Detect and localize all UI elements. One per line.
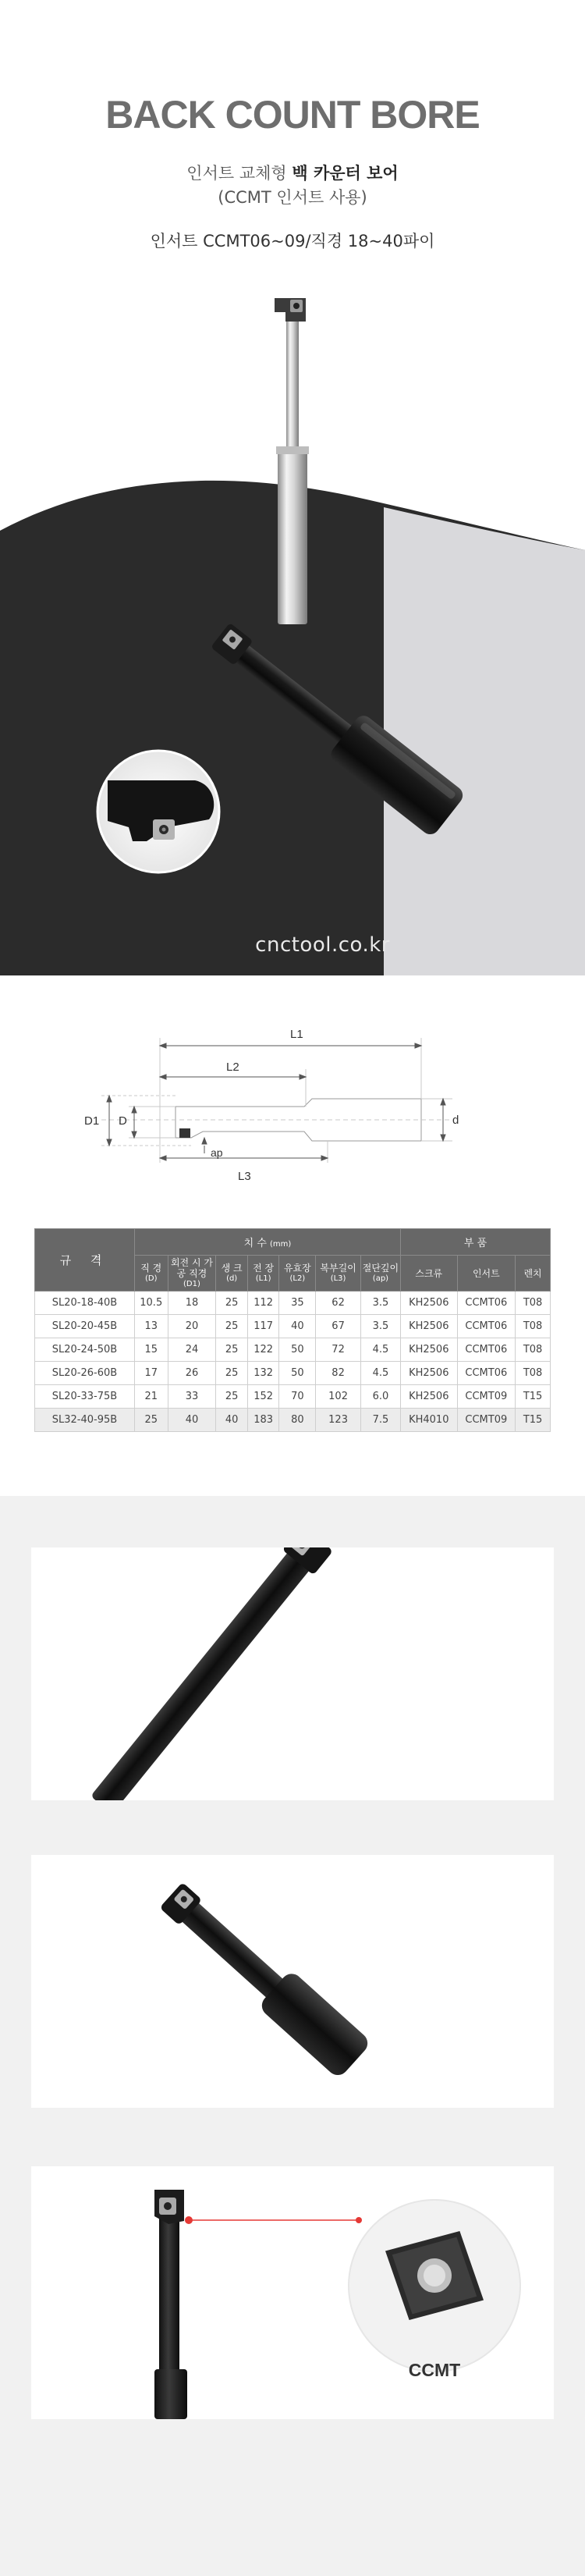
cell-shank: 25 <box>216 1315 248 1338</box>
cell-ap: 3.5 <box>360 1315 400 1338</box>
hero-subtitle-prefix: 인서트 교체형 <box>186 164 287 183</box>
cell-insert: CCMT09 <box>457 1385 516 1409</box>
shank-label: 생 크 <box>221 1262 243 1274</box>
cell-screw: KH2506 <box>401 1338 457 1362</box>
total-length-sym: (L1) <box>255 1274 271 1283</box>
diameter-sym: (D) <box>144 1274 158 1283</box>
col-effective-length <box>279 1256 316 1292</box>
product-photo-section <box>0 1496 585 2576</box>
cell-l1: 122 <box>247 1338 279 1362</box>
label-ap: ap <box>211 1146 223 1159</box>
shank-sym: (d) <box>226 1274 238 1283</box>
hero-artwork <box>0 281 585 975</box>
cell-wrench: T08 <box>516 1292 551 1315</box>
cell-wrench: T08 <box>516 1315 551 1338</box>
cell-ap: 4.5 <box>360 1338 400 1362</box>
col-rot-dia <box>168 1256 216 1292</box>
hero-subtitle-emphasis: 백 카운터 보어 <box>292 164 399 183</box>
cell-wrench: T08 <box>516 1362 551 1385</box>
label-l3: L3 <box>238 1170 251 1183</box>
cell-shank: 25 <box>216 1338 248 1362</box>
cell-l3: 72 <box>316 1338 361 1362</box>
website-url: cnctool.co.kr <box>255 933 390 957</box>
product-photo-2 <box>31 1855 554 2108</box>
col-screw: 스크류 <box>401 1256 457 1292</box>
cell-l3: 82 <box>316 1362 361 1385</box>
cut-depth-sym: (ap) <box>372 1274 389 1283</box>
col-insert: 인서트 <box>457 1256 516 1292</box>
cell-l1: 117 <box>247 1315 279 1338</box>
hero-title: BACK COUNT BORE <box>105 93 480 137</box>
diameter-label: 직 경 <box>140 1262 162 1274</box>
cell-spec: SL20-26-60B <box>35 1362 135 1385</box>
rot-dia-sym: (D1) <box>183 1279 200 1288</box>
cell-spec: SL32-40-95B <box>35 1409 135 1432</box>
ccmt-label: CCMT <box>408 2360 461 2380</box>
cell-l2: 35 <box>279 1292 316 1315</box>
cell-l3: 67 <box>316 1315 361 1338</box>
label-d: D <box>119 1114 127 1128</box>
product-photo-3 <box>31 2166 554 2419</box>
table-header-row <box>35 1229 551 1256</box>
cell-l2: 50 <box>279 1338 316 1362</box>
cell-l3: 62 <box>316 1292 361 1315</box>
table-row <box>35 1338 551 1362</box>
insert-zoom-inset <box>98 751 219 872</box>
tool-photo-diagonal <box>31 1547 554 1800</box>
col-spec: 규 격 <box>35 1229 135 1292</box>
tool-photo-full <box>31 1855 554 2108</box>
cell-spec: SL20-18-40B <box>35 1292 135 1315</box>
cell-l2: 70 <box>279 1385 316 1409</box>
effective-length-sym: (L2) <box>289 1274 306 1283</box>
bore-depth-label: 복부길이 <box>320 1262 356 1274</box>
product-photo-1 <box>31 1547 554 1800</box>
label-l1: L1 <box>290 1028 303 1041</box>
table-row <box>35 1409 551 1432</box>
silver-tool-image <box>275 298 309 624</box>
cell-l2: 40 <box>279 1315 316 1338</box>
cell-wrench: T15 <box>516 1409 551 1432</box>
cell-screw: KH2506 <box>401 1292 457 1315</box>
cell-d1: 24 <box>168 1338 216 1362</box>
cell-insert: CCMT06 <box>457 1292 516 1315</box>
dimensions-label: 치 수 <box>243 1238 267 1249</box>
cell-insert: CCMT06 <box>457 1338 516 1362</box>
col-wrench: 렌치 <box>516 1256 551 1292</box>
cell-spec: SL20-24-50B <box>35 1338 135 1362</box>
cut-depth-label: 절단깊이 <box>362 1262 399 1274</box>
hero-spec-line: 인서트 CCMT06~09/직경 18~40파이 <box>150 232 435 250</box>
cell-shank: 25 <box>216 1292 248 1315</box>
cell-screw: KH2506 <box>401 1385 457 1409</box>
cell-wrench: T15 <box>516 1385 551 1409</box>
cell-l1: 183 <box>247 1409 279 1432</box>
cell-d: 13 <box>134 1315 168 1338</box>
cell-d: 15 <box>134 1338 168 1362</box>
effective-length-label: 유효장 <box>283 1262 311 1274</box>
cell-d1: 18 <box>168 1292 216 1315</box>
dimensions-unit: (mm) <box>270 1240 292 1249</box>
cell-insert: CCMT09 <box>457 1409 516 1432</box>
table-row <box>35 1292 551 1315</box>
cell-spec: SL20-33-75B <box>35 1385 135 1409</box>
cell-l2: 50 <box>279 1362 316 1385</box>
cell-ap: 7.5 <box>360 1409 400 1432</box>
tool-insert-callout <box>31 2166 554 2419</box>
dimension-diagram <box>0 1007 585 1186</box>
cell-d1: 26 <box>168 1362 216 1385</box>
col-group-dimensions <box>134 1229 400 1256</box>
bore-depth-sym: (L3) <box>330 1274 346 1283</box>
cell-insert: CCMT06 <box>457 1362 516 1385</box>
cell-l1: 152 <box>247 1385 279 1409</box>
cell-l3: 102 <box>316 1385 361 1409</box>
col-bore-depth <box>316 1256 361 1292</box>
cell-d: 10.5 <box>134 1292 168 1315</box>
table-row <box>35 1315 551 1338</box>
cell-shank: 25 <box>216 1362 248 1385</box>
cell-d1: 20 <box>168 1315 216 1338</box>
cell-screw: KH2506 <box>401 1315 457 1338</box>
table-row <box>35 1385 551 1409</box>
cell-d: 21 <box>134 1385 168 1409</box>
cell-screw: KH2506 <box>401 1362 457 1385</box>
col-cut-depth <box>360 1256 400 1292</box>
hero-subtitle-line2: (CCMT 인서트 사용) <box>218 188 367 207</box>
col-total-length <box>247 1256 279 1292</box>
hero-section <box>0 0 585 975</box>
cell-ap: 3.5 <box>360 1292 400 1315</box>
cell-d1: 40 <box>168 1409 216 1432</box>
cell-l2: 80 <box>279 1409 316 1432</box>
total-length-label: 전 장 <box>253 1262 275 1274</box>
label-l2: L2 <box>226 1061 239 1074</box>
hero-subtitle <box>0 161 585 184</box>
spec-table <box>34 1228 551 1432</box>
cell-shank: 25 <box>216 1385 248 1409</box>
cell-d: 25 <box>134 1409 168 1432</box>
cell-screw: KH4010 <box>401 1409 457 1432</box>
col-group-parts: 부 품 <box>401 1229 551 1256</box>
cell-ap: 4.5 <box>360 1362 400 1385</box>
cell-l1: 132 <box>247 1362 279 1385</box>
label-shank-d: d <box>452 1114 459 1127</box>
cell-l1: 112 <box>247 1292 279 1315</box>
cell-d: 17 <box>134 1362 168 1385</box>
col-shank <box>216 1256 248 1292</box>
cell-insert: CCMT06 <box>457 1315 516 1338</box>
table-row <box>35 1362 551 1385</box>
rot-dia-label: 회전 시 가공 직경 <box>170 1256 213 1279</box>
cell-shank: 40 <box>216 1409 248 1432</box>
cell-ap: 6.0 <box>360 1385 400 1409</box>
cell-spec: SL20-20-45B <box>35 1315 135 1338</box>
cell-d1: 33 <box>168 1385 216 1409</box>
col-diameter <box>134 1256 168 1292</box>
label-d1: D1 <box>84 1114 100 1128</box>
cell-l3: 123 <box>316 1409 361 1432</box>
cell-wrench: T08 <box>516 1338 551 1362</box>
